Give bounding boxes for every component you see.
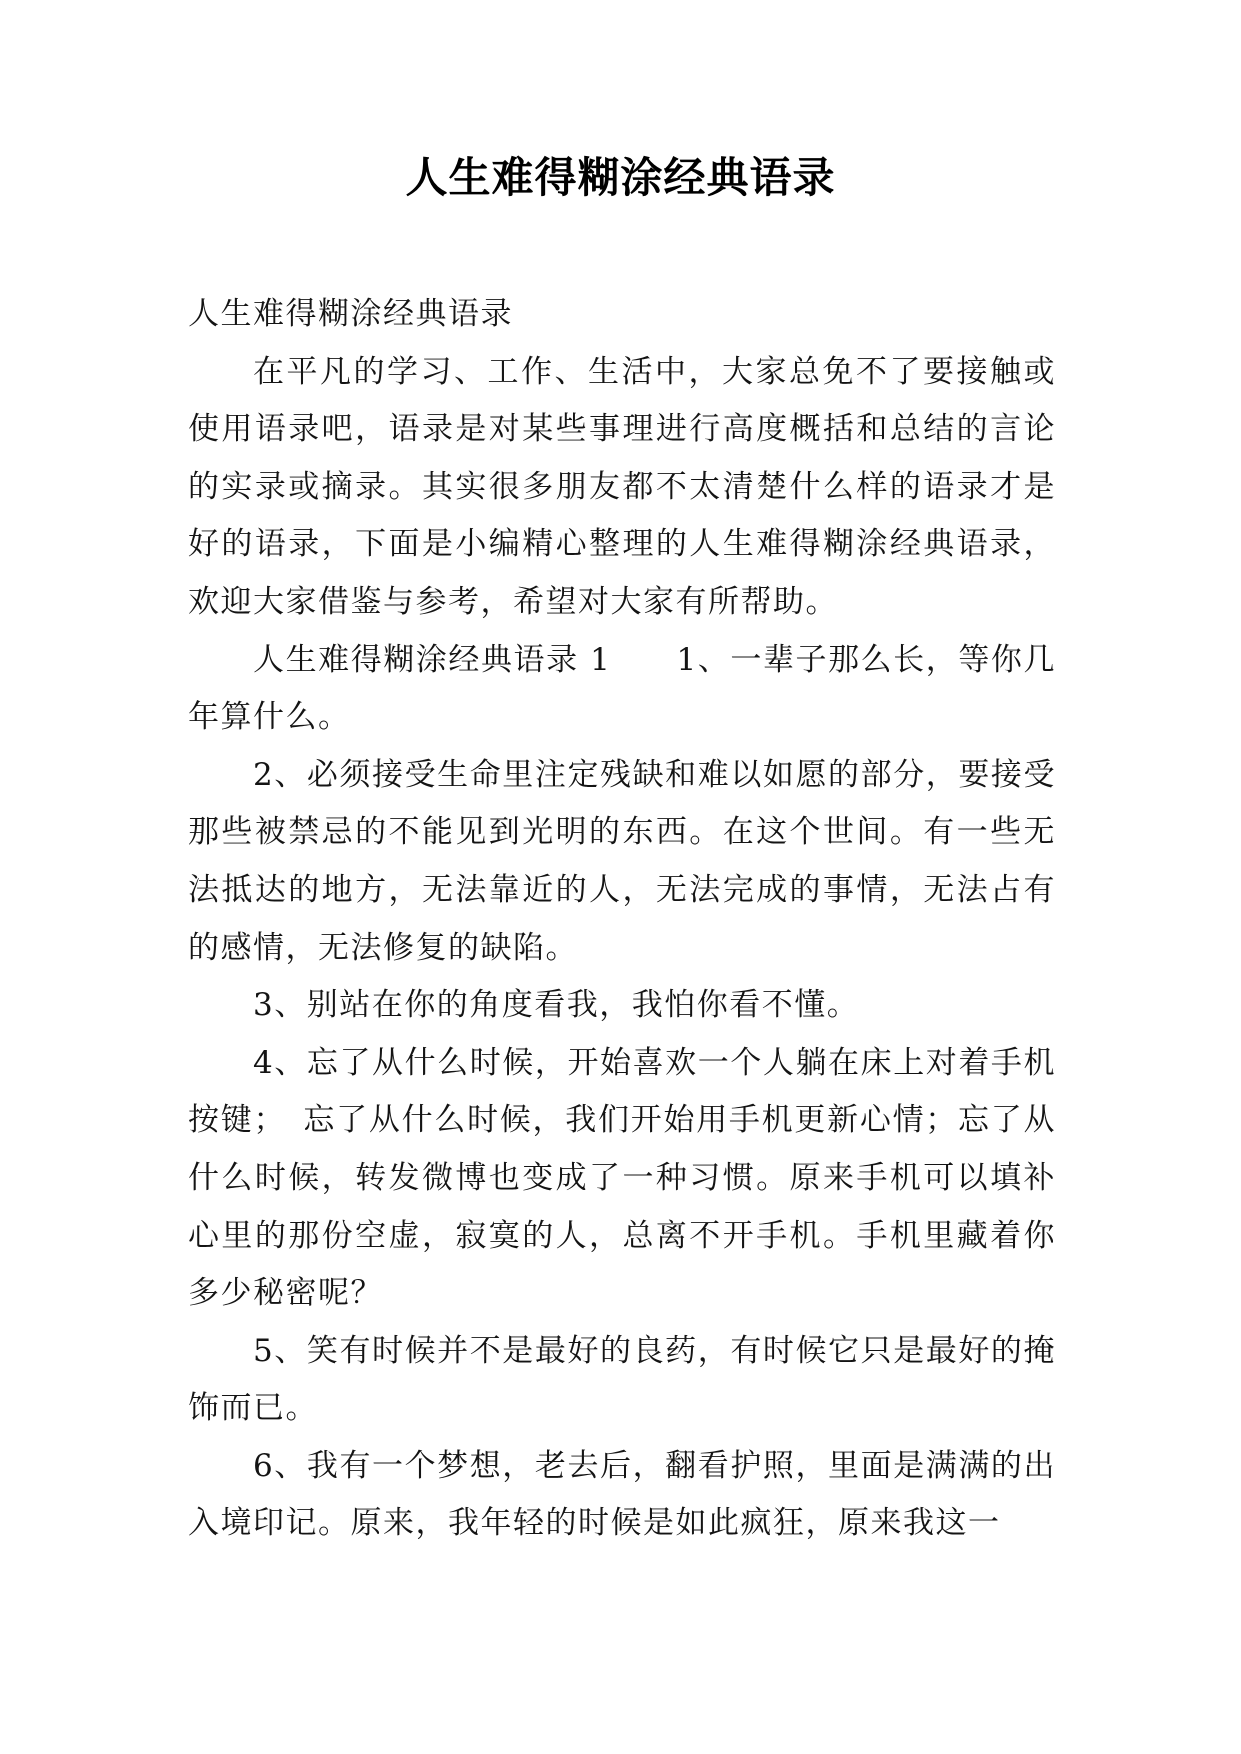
quote-paragraph-5: 5、笑有时候并不是最好的良药，有时候它只是最好的掩饰而已。 [188,1332,1056,1427]
document-body [188,286,1056,1553]
document-title: 人生难得糊涂经典语录 [405,153,836,202]
quote-paragraph-4: 4、忘了从什么时候，开始喜欢一个人躺在床上对着手机按键； 忘了从什么时候，我们开始用手机更新心情；忘了从什么时候，转发微博也变成了一种习惯。原来手机可以填补心里的那份空虚，寂寞的人，总离不开手机。手机里藏着你多少秘密呢？ [188,1044,1056,1312]
quote-paragraph-2: 2、必须接受生命里注定残缺和难以如愿的部分，要接受那些被禁忌的不能见到光明的东西。在这个世间。有一些无法抵达的地方，无法靠近的人，无法完成的事情，无法占有的感情，无法修复的缺陷。 [188,756,1056,966]
document-subtitle: 人生难得糊涂经典语录 [188,296,513,332]
intro-paragraph: 在平凡的学习、工作、生活中，大家总免不了要接触或使用语录吧，语录是对某些事理进行高度概括和总结的言论的实录或摘录。其实很多朋友都不太清楚什么样的语录才是好的语录，下面是小编精心整理的人生难得糊涂经典语录，欢迎大家借鉴与参考，希望对大家有所帮助。 [188,353,1056,620]
quote-paragraph-3: 3、别站在你的角度看我，我怕你看不懂。 [253,987,860,1024]
quote-paragraph-6: 6、我有一个梦想，老去后，翻看护照，里面是满满的出入境印记。原来，我年轻的时候是如此疯狂，原来我这一 [188,1447,1056,1542]
quote-paragraph-1: 人生难得糊涂经典语录 1 1、一辈子那么长，等你几年算什么。 [188,641,1056,736]
